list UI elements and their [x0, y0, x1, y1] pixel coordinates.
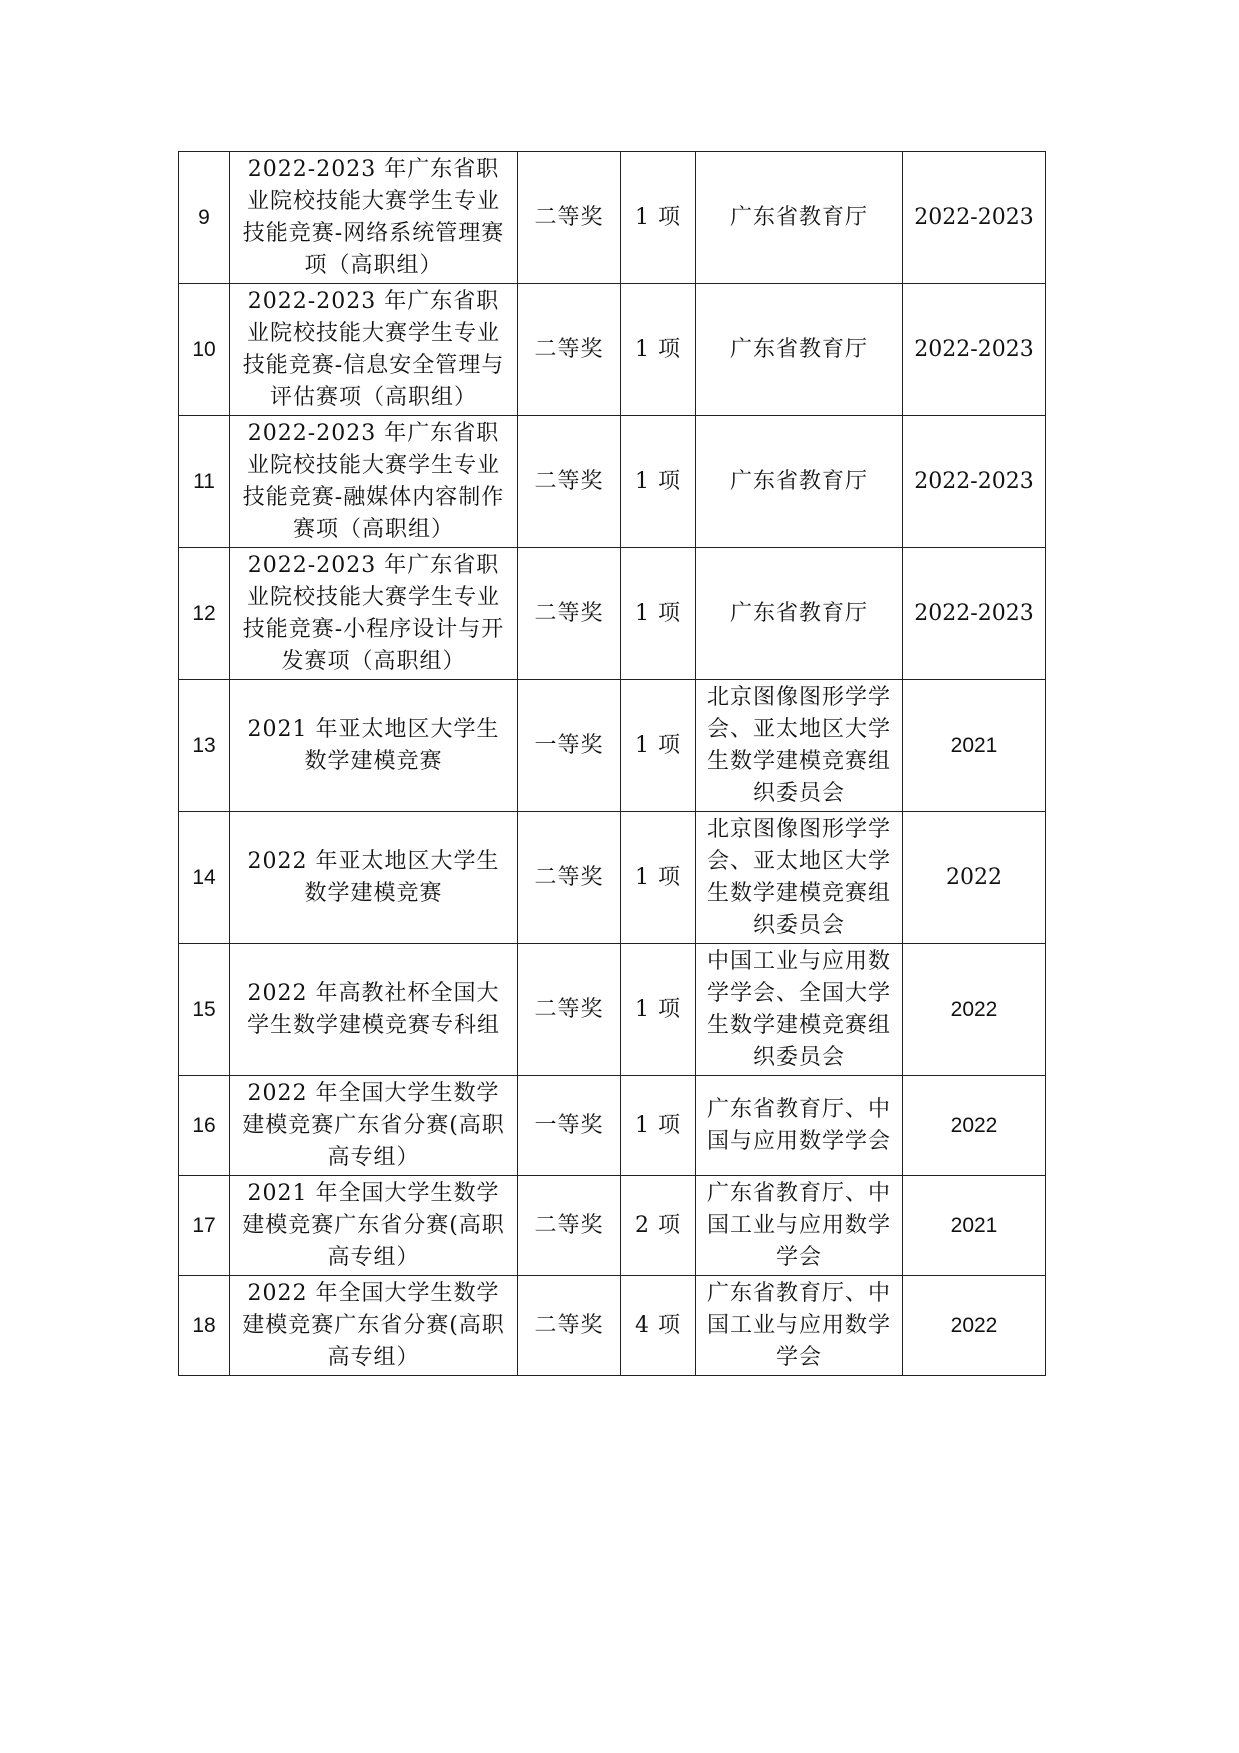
- row-number: 12: [179, 548, 230, 680]
- competition-name: 2022 年全国大学生数学建模竞赛广东省分赛(高职高专组）: [230, 1276, 518, 1376]
- award-year: 2022-2023: [903, 416, 1046, 548]
- award-year: 2022: [903, 1076, 1046, 1176]
- row-number: 17: [179, 1176, 230, 1276]
- competition-name: 2022-2023 年广东省职业院校技能大赛学生专业技能竞赛-小程序设计与开发赛项（高职组）: [230, 548, 518, 680]
- competition-name: 2022-2023 年广东省职业院校技能大赛学生专业技能竞赛-网络系统管理赛项（高职组）: [230, 152, 518, 284]
- award-level: 一等奖: [518, 1076, 621, 1176]
- competition-name: 2022-2023 年广东省职业院校技能大赛学生专业技能竞赛-信息安全管理与评估赛项（高职组）: [230, 284, 518, 416]
- table-row: [179, 680, 1046, 812]
- competition-name: 2022 年全国大学生数学建模竞赛广东省分赛(高职高专组）: [230, 1076, 518, 1176]
- competition-name: 2021 年全国大学生数学建模竞赛广东省分赛(高职高专组）: [230, 1176, 518, 1276]
- award-count: 1 项: [621, 812, 696, 944]
- award-count: 4 项: [621, 1276, 696, 1376]
- table-row: [179, 284, 1046, 416]
- row-number: 16: [179, 1076, 230, 1176]
- award-level: 二等奖: [518, 152, 621, 284]
- row-number: 9: [179, 152, 230, 284]
- row-number: 13: [179, 680, 230, 812]
- row-number: 10: [179, 284, 230, 416]
- award-count: 1 项: [621, 152, 696, 284]
- award-count: 1 项: [621, 1076, 696, 1176]
- row-number: 15: [179, 944, 230, 1076]
- award-count: 1 项: [621, 284, 696, 416]
- organizer: 广东省教育厅、中国工业与应用数学学会: [696, 1176, 903, 1276]
- organizer: 广东省教育厅: [696, 416, 903, 548]
- award-count: 1 项: [621, 944, 696, 1076]
- organizer: 广东省教育厅: [696, 152, 903, 284]
- award-level: 二等奖: [518, 1176, 621, 1276]
- award-level: 二等奖: [518, 416, 621, 548]
- table-row: [179, 416, 1046, 548]
- organizer: 北京图像图形学学会、亚太地区大学生数学建模竞赛组织委员会: [696, 680, 903, 812]
- award-count: 1 项: [621, 416, 696, 548]
- award-year: 2022-2023: [903, 548, 1046, 680]
- award-count: 1 项: [621, 680, 696, 812]
- competition-name: 2021 年亚太地区大学生数学建模竞赛: [230, 680, 518, 812]
- award-year: 2022-2023: [903, 284, 1046, 416]
- table-row: [179, 1176, 1046, 1276]
- award-level: 二等奖: [518, 944, 621, 1076]
- row-number: 14: [179, 812, 230, 944]
- organizer: 广东省教育厅: [696, 548, 903, 680]
- competition-name: 2022-2023 年广东省职业院校技能大赛学生专业技能竞赛-融媒体内容制作赛项（高职组）: [230, 416, 518, 548]
- award-year: 2022-2023: [903, 152, 1046, 284]
- organizer: 中国工业与应用数学学会、全国大学生数学建模竞赛组织委员会: [696, 944, 903, 1076]
- awards-table: [178, 151, 1046, 1376]
- row-number: 11: [179, 416, 230, 548]
- organizer: 广东省教育厅、中国工业与应用数学学会: [696, 1276, 903, 1376]
- award-level: 二等奖: [518, 284, 621, 416]
- table-row: [179, 1276, 1046, 1376]
- award-level: 二等奖: [518, 548, 621, 680]
- table-row: [179, 812, 1046, 944]
- award-count: 1 项: [621, 548, 696, 680]
- award-year: 2022: [903, 812, 1046, 944]
- award-level: 二等奖: [518, 812, 621, 944]
- award-count: 2 项: [621, 1176, 696, 1276]
- award-level: 二等奖: [518, 1276, 621, 1376]
- organizer: 广东省教育厅: [696, 284, 903, 416]
- award-year: 2021: [903, 680, 1046, 812]
- award-year: 2022: [903, 1276, 1046, 1376]
- organizer: 北京图像图形学学会、亚太地区大学生数学建模竞赛组织委员会: [696, 812, 903, 944]
- award-level: 一等奖: [518, 680, 621, 812]
- table-row: [179, 548, 1046, 680]
- award-year: 2022: [903, 944, 1046, 1076]
- table-row: [179, 944, 1046, 1076]
- competition-name: 2022 年高教社杯全国大学生数学建模竞赛专科组: [230, 944, 518, 1076]
- row-number: 18: [179, 1276, 230, 1376]
- table-row: [179, 1076, 1046, 1176]
- organizer: 广东省教育厅、中国与应用数学学会: [696, 1076, 903, 1176]
- table-row: [179, 152, 1046, 284]
- competition-name: 2022 年亚太地区大学生数学建模竞赛: [230, 812, 518, 944]
- award-year: 2021: [903, 1176, 1046, 1276]
